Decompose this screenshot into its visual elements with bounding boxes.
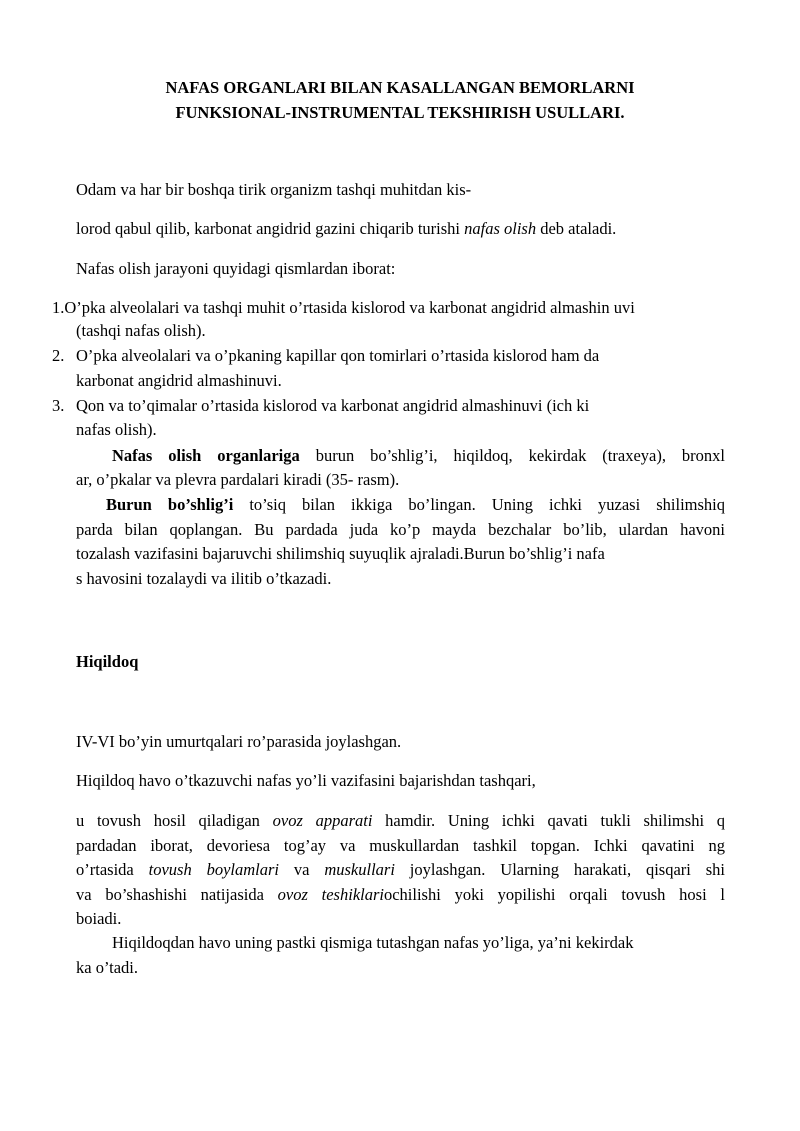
larynx-paragraph-4-line-2: ka o’tadi. [76, 958, 139, 977]
intro-paragraph-line-1: Odam va har bir boshqa tirik organizm tashqi muhitdan kis- [76, 180, 472, 199]
term-muskullari: muskullari [324, 860, 395, 879]
list-item-2-number: 2. [52, 346, 65, 365]
section-heading: Hiqildoq [76, 652, 139, 671]
list-item-3-line-2: nafas olish). [76, 420, 157, 439]
larynx-paragraph-3-line-3: o’rtasida tovush boylamlari va muskullari joylashgan. Ularning harakati, qisqari shi [76, 860, 725, 879]
list-item-2-line-2: karbonat angidrid almashinuvi. [76, 371, 282, 390]
organs-paragraph-line-1: Nafas olish organlariga burun bo’shlig’i, hiqildoq, kekirdak (traxeya), bronxl [112, 446, 725, 465]
term-tovush-boylamlari: tovush boylamlari [148, 860, 279, 879]
larynx-paragraph-4-line-1: Hiqildoqdan havo uning pastki qismiga tutashgan nafas yo’liga, ya’ni kekirdak [112, 933, 634, 952]
list-item-1-line-1: 1.O’pka alveolalari va tashqi muhit o’rtasida kislorod va karbonat angidrid almashin uvi [52, 298, 635, 317]
term-nafas-olish-organlariga: Nafas olish organlariga [112, 446, 300, 465]
term-ovoz-teshiklari: ovoz teshiklari [277, 885, 384, 904]
larynx-paragraph-1: IV-VI bo’yin umurtqalari ro’parasida joylashgan. [76, 732, 402, 751]
intro-paragraph-line-2: lorod qabul qilib, karbonat angidrid gazini chiqarib turishi nafas olish deb ataladi. [76, 219, 617, 238]
larynx-paragraph-3-line-5: boiadi. [76, 909, 122, 928]
nose-paragraph-line-4: s havosini tozalaydi va ilitib o’tkazadi. [76, 569, 332, 588]
larynx-paragraph-3-line-4: va bo’shashishi natijasida ovoz teshiklariochilishi yoki yopilishi orqali tovush hosi l [76, 885, 725, 904]
intro-paragraph-2: Nafas olish jarayoni quyidagi qismlardan iborat: [76, 259, 396, 278]
term-burun-boshligi: Burun bo’shlig’i [106, 495, 234, 514]
term-nafas-olish: nafas olish [464, 219, 537, 238]
larynx-paragraph-3-line-2: pardadan iborat, devoriesa tog’ay va muskullardan tashkil topgan. Ichki qavatini ng [76, 836, 725, 855]
nose-paragraph-line-3: tozalash vazifasini bajaruvchi shilimshiq suyuqlik ajraladi.Burun bo’shlig’i nafa [76, 544, 605, 563]
larynx-paragraph-3-line-1: u tovush hosil qiladigan ovoz apparati hamdir. Uning ichki qavati tukli shilimshi q [76, 811, 725, 830]
larynx-paragraph-2: Hiqildoq havo o’tkazuvchi nafas yo’li vazifasini bajarishdan tashqari, [76, 771, 536, 790]
nose-paragraph-line-2: parda bilan qoplangan. Bu pardada juda ko’p mayda bezchalar bo’lib, ulardan havoni [76, 520, 725, 539]
list-item-1-line-2: (tashqi nafas olish). [76, 321, 206, 340]
document-title-line-2: FUNKSIONAL-INSTRUMENTAL TEKSHIRISH USULLARI. [175, 103, 625, 122]
nose-paragraph-line-1: Burun bo’shlig’i to’siq bilan ikkiga bo’lingan. Uning ichki yuzasi shilimshiq [106, 495, 725, 514]
document-title-line-1: NAFAS ORGANLARI BILAN KASALLANGAN BEMORLARNI [165, 78, 635, 97]
term-ovoz-apparati: ovoz apparati [272, 811, 373, 830]
list-item-3-number: 3. [52, 396, 65, 415]
organs-paragraph-line-2: ar, o’pkalar va plevra pardalari kiradi (35- rasm). [76, 470, 400, 489]
list-item-3-line-1: Qon va to’qimalar o’rtasida kislorod va karbonat angidrid almashinuvi (ich ki [76, 396, 590, 415]
list-item-2-line-1: O’pka alveolalari va o’pkaning kapillar qon tomirlari o’rtasida kislorod ham da [76, 346, 600, 365]
